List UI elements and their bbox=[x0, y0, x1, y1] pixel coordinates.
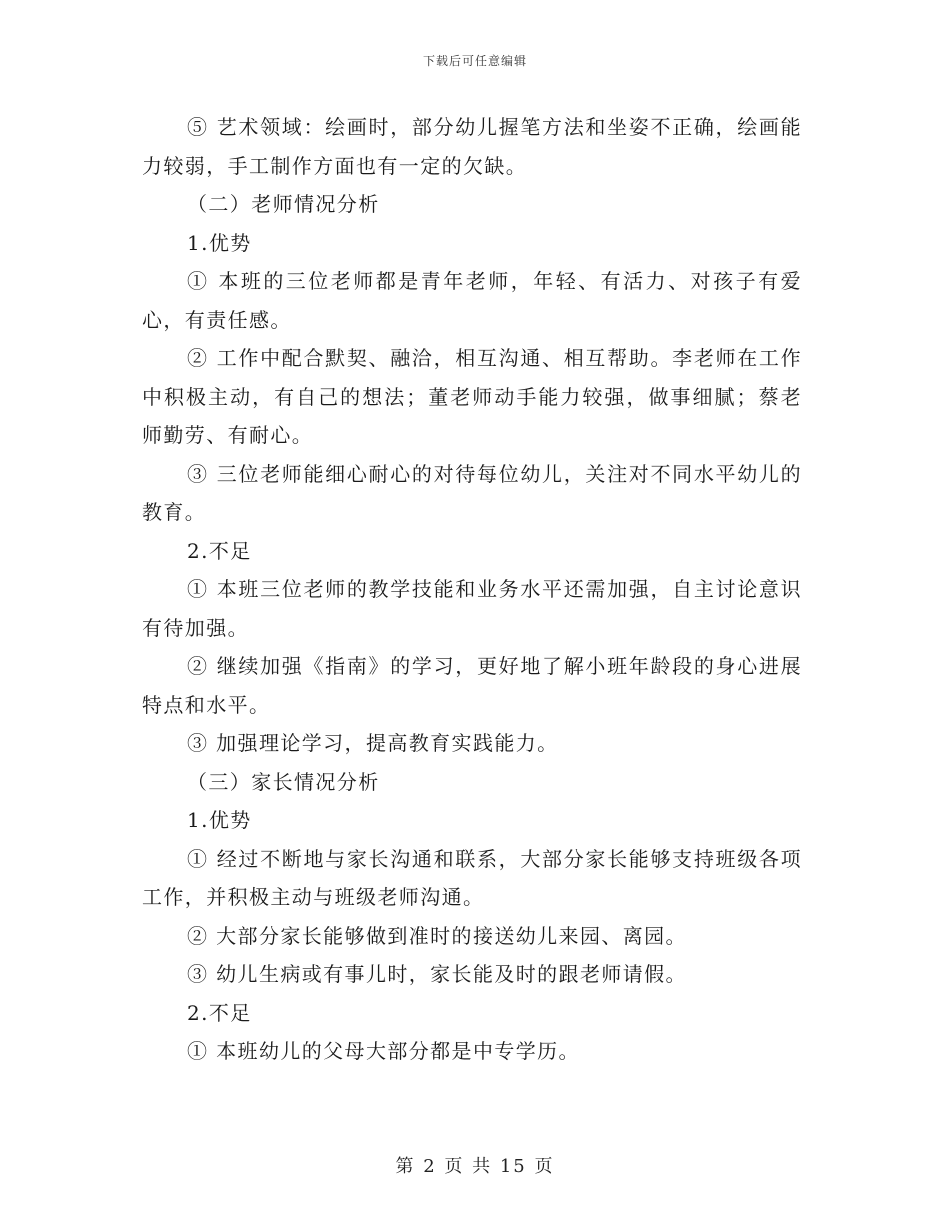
paragraph-parent-weakness-1: ① 本班幼儿的父母大部分都是中专学历。 bbox=[187, 1039, 580, 1063]
paragraph-parent-strength-2: ② 大部分家长能够做到准时的接送幼儿来园、离园。 bbox=[187, 923, 687, 948]
subheading-teacher-strengths: 1.优势 bbox=[187, 230, 252, 255]
page-number-footer: 第 2 页 共 15 页 bbox=[395, 1156, 555, 1177]
paragraph-teacher-weakness-1: ① 本班三位老师的教学技能和业务水平还需加强，自主讨论意识有待加强。 bbox=[142, 577, 802, 640]
section-heading-teacher-analysis: （二）老师情况分析 bbox=[187, 192, 380, 216]
page-header: 下载后可任意编辑 bbox=[422, 54, 527, 68]
document-body bbox=[142, 108, 802, 1071]
paragraph-teacher-weakness-3: ③ 加强理论学习，提高教育实践能力。 bbox=[187, 731, 559, 755]
paragraph-parent-strength-1: ① 经过不断地与家长沟通和联系，大部分家长能够支持班级各项工作，并积极主动与班级老师沟通。 bbox=[142, 846, 802, 909]
subheading-parent-weaknesses: 2.不足 bbox=[187, 1000, 252, 1025]
section-heading-parent-analysis: （三）家长情况分析 bbox=[187, 769, 380, 794]
paragraph-teacher-strength-2: ② 工作中配合默契、融洽，相互沟通、相互帮助。李老师在工作中积极主动，有自己的想法；董老师动手能力较强，做事细腻；蔡老师勤劳、有耐心。 bbox=[142, 346, 802, 447]
paragraph-teacher-weakness-2: ② 继续加强《指南》的学习，更好地了解小班年龄段的身心进展特点和水平。 bbox=[142, 654, 802, 717]
subheading-parent-strengths: 1.优势 bbox=[187, 808, 252, 832]
paragraph-teacher-strength-1: ① 本班的三位老师都是青年老师，年轻、有活力、对孩子有爱心，有责任感。 bbox=[142, 269, 802, 332]
paragraph-art-domain: ⑤ 艺术领域：绘画时，部分幼儿握笔方法和坐姿不正确，绘画能力较弱，手工制作方面也有一定的欠缺。 bbox=[142, 115, 802, 178]
paragraph-teacher-strength-3: ③ 三位老师能细心耐心的对待每位幼儿，关注对不同水平幼儿的教育。 bbox=[142, 461, 802, 524]
paragraph-parent-strength-3: ③ 幼儿生病或有事儿时，家长能及时的跟老师请假。 bbox=[187, 962, 687, 986]
subheading-teacher-weaknesses: 2.不足 bbox=[187, 538, 252, 563]
